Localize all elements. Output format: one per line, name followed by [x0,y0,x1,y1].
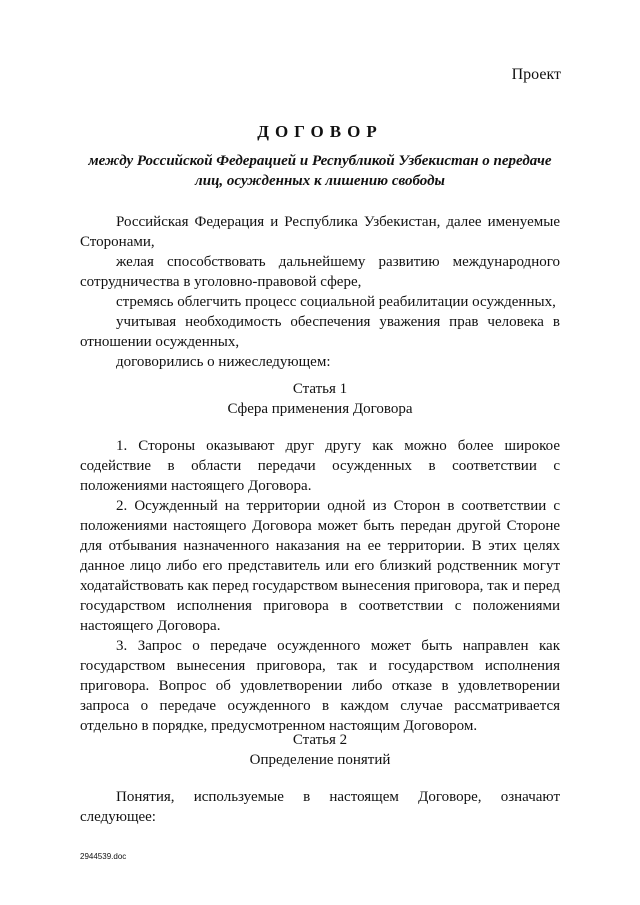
file-name-footer: 2944539.doc [80,852,127,861]
document-subtitle: между Российской Федерацией и Республикой Узбекистан о передаче лиц, осужденных к лишению свободы [88,153,552,189]
article-2-name: Определение понятий [249,752,391,768]
article-2-number: Статья 2 [292,732,348,748]
preamble-paragraph: договорились о нижеследующем: [116,354,331,370]
draft-stamp: Проект [511,66,561,83]
article-1-paragraph: 3. Запрос о передаче осужденного может быть направлен как государством вынесения приговора, так и государством исполнения приговора. Вопрос об удовлетворении либо отказе в удовлетворении запроса о передаче осужденного в каждом случае рассматривается отдельно в порядке, предусмотренном настоящим Договором. [80,638,560,734]
article-2 [80,730,560,827]
preamble [80,212,560,372]
preamble-paragraph: учитывая необходимость обеспечения уважения прав человека в отношении осужденных, [80,314,560,350]
preamble-paragraph: желая способствовать дальнейшему развитию международного сотрудничества в уголовно-правовой сфере, [80,254,560,290]
preamble-paragraph: Российская Федерация и Республика Узбекистан, далее именуемые Сторонами, [80,214,560,250]
article-1-number: Статья 1 [292,381,348,397]
article-1-paragraph: 2. Осужденный на территории одной из Сторон в соответствии с положениями настоящего Договора может быть передан другой Стороне для отбывания назначенного наказания на ее территории. В этих целях данное лицо либо его представитель или его близкий родственник могут ходатайствовать как перед государством вынесения приговора, так и перед государством исполнения приговора в соответствии с положениями настоящего Договора. [80,498,560,634]
preamble-paragraph: стремясь облегчить процесс социальной реабилитации осужденных, [116,294,556,310]
document-title: ДОГОВОР [257,122,383,141]
article-1-name: Сфера применения Договора [227,401,413,417]
article-1 [80,379,560,736]
article-2-paragraph: Понятия, используемые в настоящем Договоре, означают следующее: [80,789,560,825]
article-1-paragraph: 1. Стороны оказывают друг другу как можно более широкое содействие в области передачи осужденных в соответствии с положениями настоящего Договора. [80,438,560,494]
